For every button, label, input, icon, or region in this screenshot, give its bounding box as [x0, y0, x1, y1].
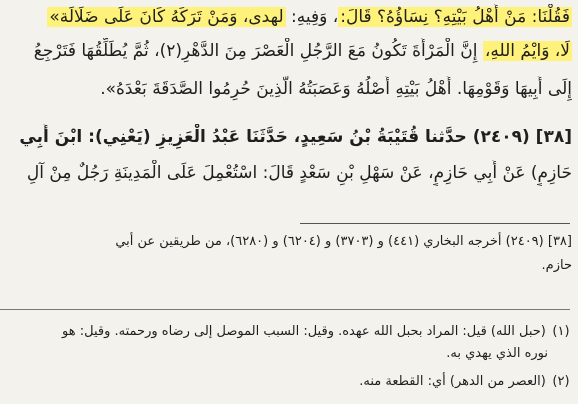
text-line-2 — [6, 38, 572, 64]
body-text: ، وَفِيهِ: — [285, 7, 339, 27]
note-2 — [6, 372, 572, 392]
body-text: إِلَى أَبِيهَا وَقَوْمِهَا. أَهْلُ بَيْتِهِ أَصْلُهُ وَعَصَبَتُهُ الَّذِينَ حُرِمُوا الصَّدَقَةَ بَعْدَهُ». — [100, 79, 572, 99]
takhrij-text: حازم. — [541, 258, 572, 273]
note-text: (العصر من الدهر) أي: القطعة منه. — [359, 374, 546, 389]
body-text: حَازِمٍ) عَنْ أَبِي حَازِمٍ، عَنْ سَهْلِ بْنِ سَعْدٍ قَالَ: اسْتُعْمِلَ عَلَى الْمَدِينَةِ رَجُلٌ مِنْ آلِ — [26, 163, 572, 183]
hadith-header-line — [6, 124, 572, 150]
body-text: إِنَّ الْمَرْأَةَ تَكُونُ مَعَ الرَّجُلِ الْعَصْرَ مِنَ الدَّهْرِ(٢)، ثُمَّ يُطَلِّقُهَا فَتَرْجِعُ — [33, 41, 483, 61]
highlighted-text: فَقُلْنَا: مَنْ أَهْلُ بَيْتِهِ؟ نِسَاؤُهُ؟ قَالَ: — [340, 7, 570, 27]
takhrij-line-2 — [6, 256, 572, 276]
note-number: (٢) — [552, 374, 570, 389]
note-1-continuation — [6, 344, 548, 364]
takhrij-text: [٣٨] (٢٤٠٩) أخرجه البخاري (٤٤١) و (٣٧٠٣) و (٦٢٠٤) و (٦٢٨٠)، من طريقين عن أبي — [115, 234, 572, 249]
note-number: (١) — [552, 324, 570, 339]
footnote-divider — [300, 223, 570, 224]
takhrij-line-1 — [6, 232, 572, 252]
note-1 — [6, 322, 572, 342]
notes-divider — [0, 309, 570, 310]
hadith-header: [٣٨] (٢٤٠٩) حدَّثنا قُتَيْبَةُ بْنُ سَعِيدٍ، حَدَّثَنَا عَبْدُ الْعَزِيزِ (يَعْنِي): ابْنَ أَبِي — [19, 127, 572, 147]
note-text: (حبل الله) قيل: المراد بحبل الله عهده. وقيل: السبب الموصل إلى رضاه ورحمته. وقيل: هو — [62, 324, 546, 339]
text-line-3 — [6, 76, 572, 102]
text-line-5 — [6, 160, 572, 186]
highlighted-text: لَا، وَايْمُ اللهِ، — [484, 41, 570, 61]
text-line-1 — [6, 4, 572, 30]
highlighted-text: لهدى، وَمَنْ تَرَكَهُ كَانَ عَلَى ضَلَالَة» — [49, 7, 284, 27]
note-text: نوره الذي يهدي به. — [446, 346, 548, 361]
